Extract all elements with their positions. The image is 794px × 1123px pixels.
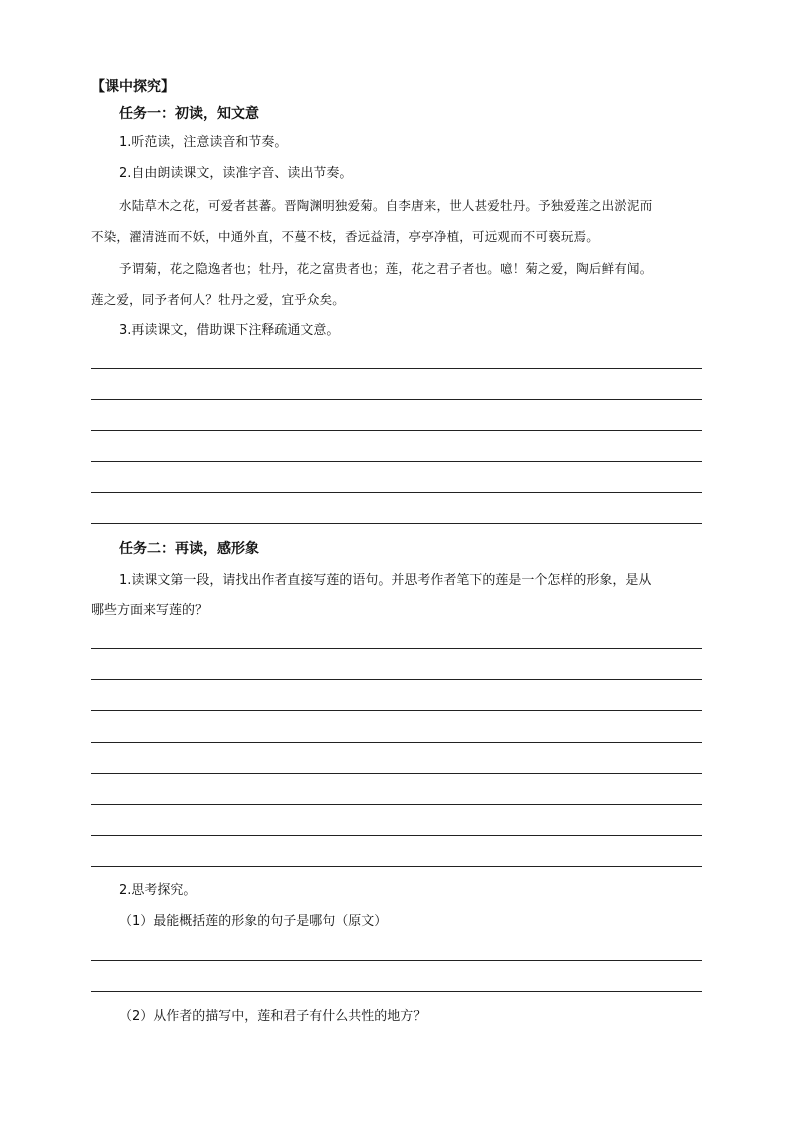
answer-line[interactable] [91, 461, 702, 462]
task1-item-2: 2.自由朗读课文，读准字音、读出节奏。 [119, 166, 353, 181]
answer-line[interactable] [91, 710, 702, 711]
task1-item-3: 3.再读课文，借助课下注释疏通文意。 [119, 323, 340, 338]
task2-question-1-line1: 1.读课文第一段，请找出作者直接写莲的语句。并思考作者笔下的莲是一个怎样的形象，是从 [119, 573, 652, 588]
passage-p2-line2: 莲之爱，同予者何人？牡丹之爱，宜乎众矣。 [91, 292, 346, 307]
answer-line[interactable] [91, 835, 702, 836]
answer-line[interactable] [91, 492, 702, 493]
answer-line[interactable] [91, 523, 702, 524]
passage-p2-line1: 予谓菊，花之隐逸者也；牡丹，花之富贵者也；莲，花之君子者也。噫！菊之爱，陶后鲜有闻。 [119, 261, 653, 276]
section-title: 【课中探究】 [91, 79, 175, 95]
answer-line[interactable] [91, 368, 702, 369]
task2-question-2-1: （1）最能概括莲的形象的句子是哪句（原文） [119, 914, 388, 929]
answer-line[interactable] [91, 804, 702, 805]
task2-question-1-line2: 哪些方面来写莲的？ [91, 603, 209, 618]
answer-line[interactable] [91, 648, 702, 649]
answer-line[interactable] [91, 679, 702, 680]
answer-line[interactable] [91, 960, 702, 961]
passage-p1-line1: 水陆草木之花，可爱者甚蕃。晋陶渊明独爱菊。自李唐来，世人甚爱牡丹。予独爱莲之出淤泥而 [119, 198, 653, 213]
passage-p1-line2: 不染，濯清涟而不妖，中通外直，不蔓不枝，香远益清，亭亭净植，可远观而不可亵玩焉。 [91, 229, 600, 244]
answer-line[interactable] [91, 991, 702, 992]
answer-line[interactable] [91, 399, 702, 400]
answer-line[interactable] [91, 866, 702, 867]
answer-line[interactable] [91, 742, 702, 743]
task2-question-2: 2.思考探究。 [119, 883, 197, 898]
answer-line[interactable] [91, 430, 702, 431]
task1-title: 任务一：初读，知文意 [119, 106, 259, 122]
task1-item-1: 1.听范读，注意读音和节奏。 [119, 135, 288, 150]
answer-line[interactable] [91, 773, 702, 774]
task2-title: 任务二：再读，感形象 [119, 541, 259, 557]
task2-question-2-2: （2）从作者的描写中，莲和君子有什么共性的地方？ [119, 1009, 427, 1024]
